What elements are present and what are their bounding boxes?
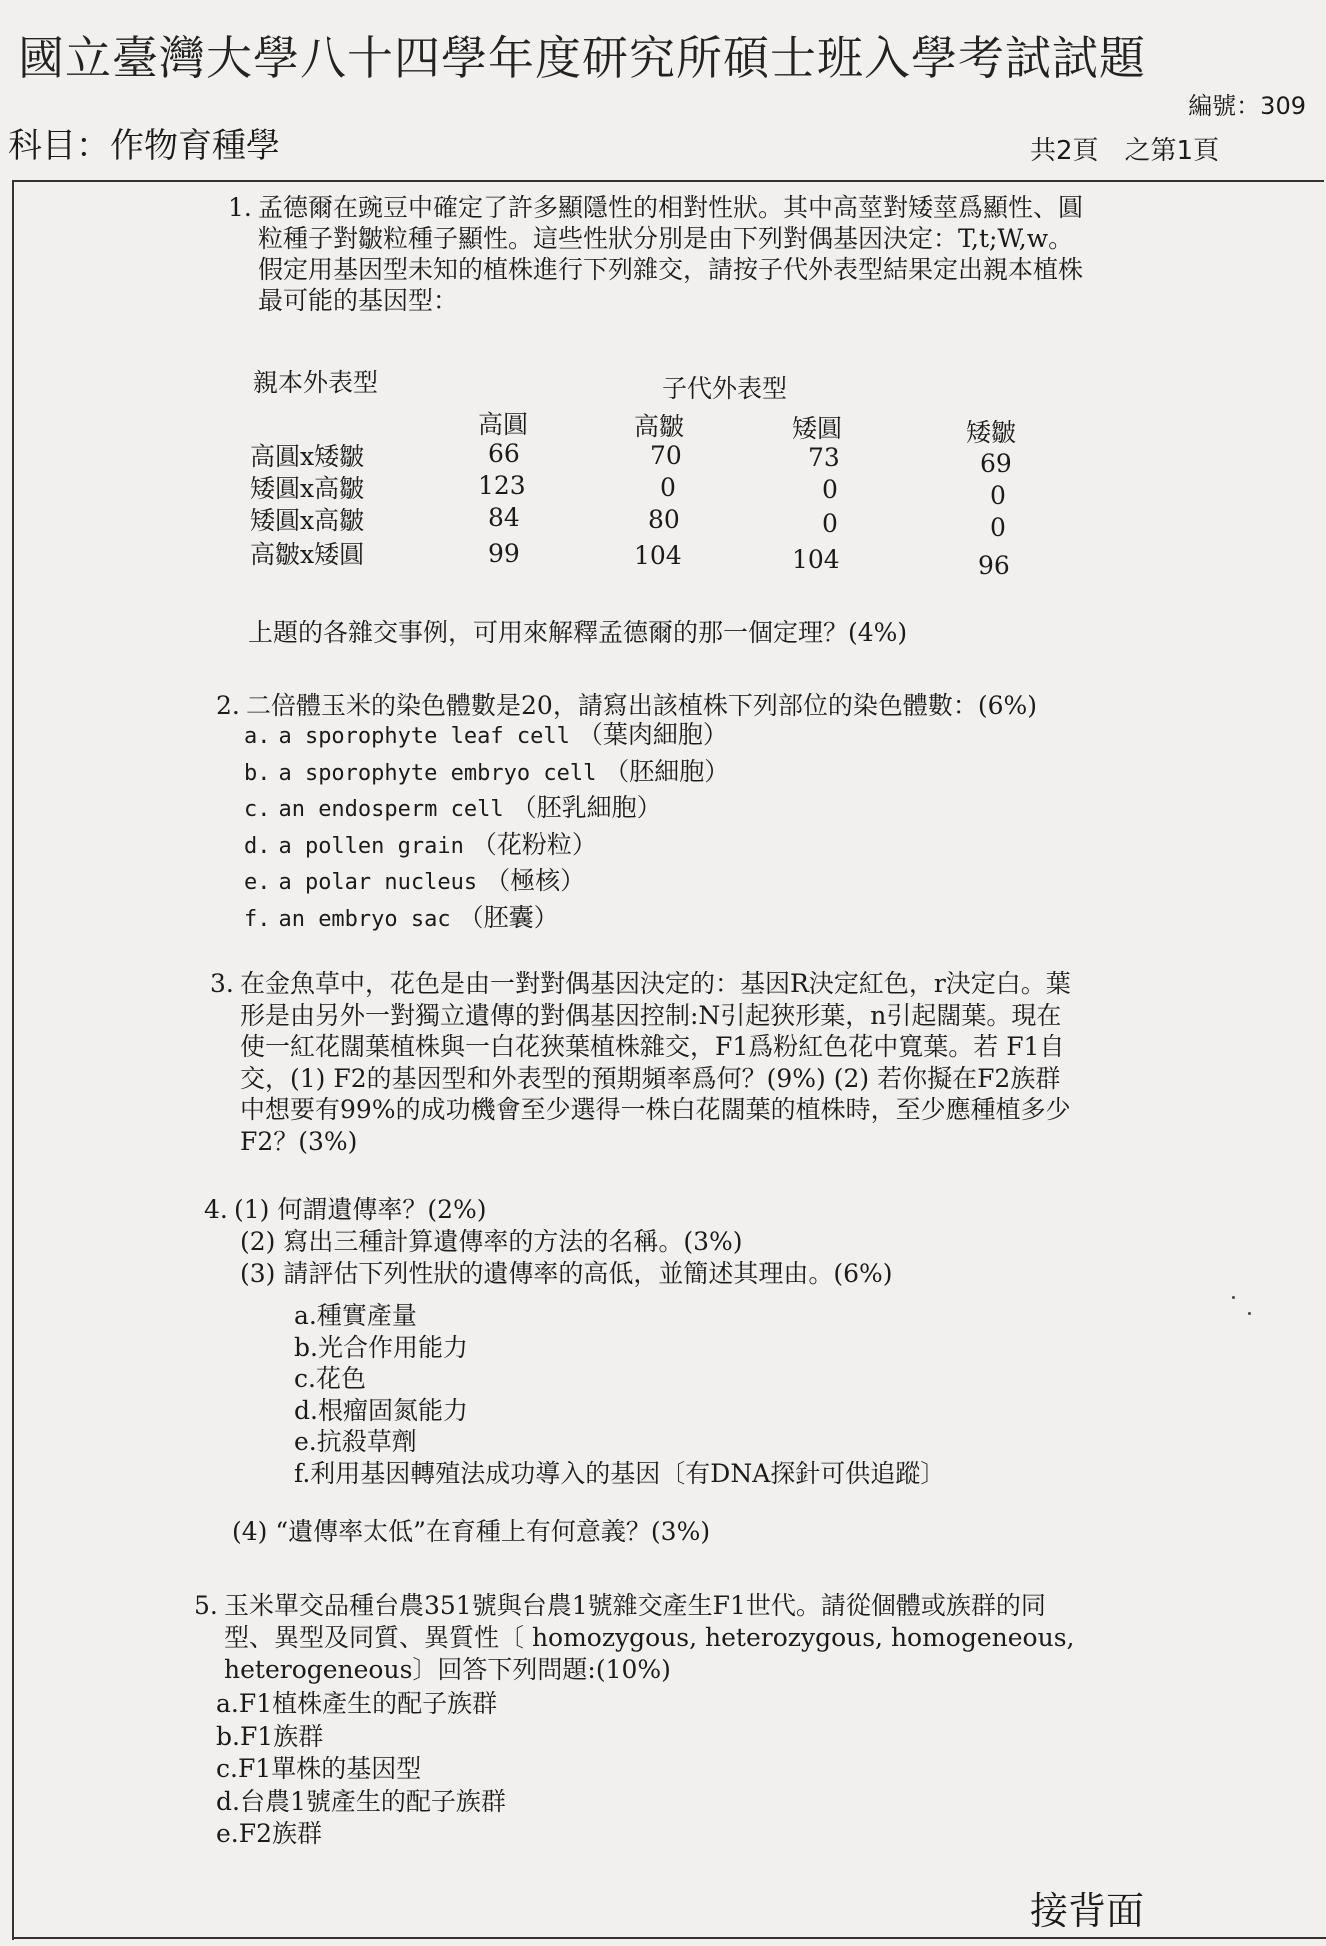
scan-speck [1248,1312,1251,1315]
list-item: e. a polar nucleus （極核） [244,866,586,895]
column-header: 高皺 [634,412,685,441]
question-4-subitems [294,1300,945,1490]
table-cell: 0 [660,473,676,502]
question-5-line: heterogeneous〕回答下列問題:(10%) [224,1655,671,1684]
question-4-part: (1) 何謂遺傳率？(2%) [234,1195,487,1224]
list-item: f. an embryo sac （胚囊） [244,902,559,932]
parent-cross: 高圓x矮皺 [250,442,365,471]
table-cell: 99 [488,539,520,568]
question-1-line: 孟德爾在豌豆中確定了許多顯隱性的相對性狀。其中高莖對矮莖爲顯性、圓 [258,193,1084,222]
table-cell: 84 [488,503,520,532]
question-3-line: 在金魚草中，花色是由一對對偶基因決定的：基因R決定紅色，r決定白。葉 [240,969,1071,998]
table-cell: 104 [634,541,682,570]
list-item: c. an endosperm cell （胚乳細胞） [244,793,662,822]
list-item: e.F2族群 [216,1819,322,1848]
list-item: c.花色 [294,1364,366,1394]
question-5 [194,1590,1074,1686]
list-item: b. a sporophyte embryo cell （胚細胞） [244,756,730,786]
question-5-line: 型、異型及同質、異質性〔 homozygous, heterozygous, homogeneous, [224,1623,1075,1652]
question-4 [204,1194,893,1290]
table-cell: 66 [488,439,520,468]
parent-cross: 矮圓x高皺 [250,506,365,535]
column-header: 矮圓 [792,414,843,443]
list-item: a. a sporophyte leaf cell （葉肉細胞） [244,720,728,749]
table-cell: 0 [822,475,838,504]
scan-speck [1232,1296,1235,1299]
exam-code: 編號：309 [1188,92,1306,120]
question-4-part-4: (4) “遺傳率太低”在育種上有何意義？(3%) [232,1517,711,1546]
page-info: 共2頁 之第1頁 [1030,136,1220,166]
list-item: d.根瘤固氮能力 [294,1395,468,1425]
table-cell: 80 [648,505,680,534]
continue-overleaf: 接背面 [1030,1889,1145,1933]
table-cell: 123 [478,471,526,500]
question-3 [210,968,1071,1157]
question-3-number: 3. [210,969,234,998]
question-4-number: 4. [204,1195,228,1224]
question-1 [228,192,1083,316]
question-2-stem: 二倍體玉米的染色體數是20，請寫出該植株下列部位的染色體數：(6%) [246,691,1037,720]
parent-cross: 矮圓x高皺 [250,474,365,503]
question-1-line: 最可能的基因型： [258,286,459,315]
question-2 [216,690,1037,721]
question-3-line: 交，(1) F2的基因型和外表型的預期頻率爲何？(9%) (2) 若你擬在F2族群 [240,1063,1061,1093]
question-3-line: 中想要有99%的成功機會至少選得一株白花闊葉的植株時，至少應種植多少 [240,1095,1071,1124]
question-2-number: 2. [216,691,240,720]
table-cell: 0 [990,481,1006,510]
column-header: 高圓 [478,410,529,439]
list-item: f.利用基因轉殖法成功導入的基因〔有DNA探針可供追蹤〕 [294,1458,946,1488]
list-item: a.F1植株產生的配子族群 [216,1689,498,1718]
list-item: e.抗殺草劑 [294,1427,417,1457]
question-5-items [216,1688,506,1851]
table-cell: 96 [978,551,1010,580]
phenotype-table [250,365,1050,580]
question-1-line: 假定用基因型未知的植株進行下列雜交，請按子代外表型結果定出親本植株 [258,255,1084,284]
question-4-part: (3) 請評估下列性狀的遺傳率的高低，並簡述其理由。(6%) [240,1259,893,1288]
exam-subject: 科目：作物育種學 [8,126,280,166]
table-cell: 73 [808,443,840,472]
table-cell: 0 [990,513,1006,542]
list-item: a.種實產量 [294,1301,417,1330]
parent-phenotype-header: 親本外表型 [253,368,379,397]
table-cell: 69 [980,449,1012,478]
question-4-part: (2) 寫出三種計算遺傳率的方法的名稱。(3%) [240,1227,743,1256]
question-5-line: 玉米單交品種台農351號與台農1號雜交產生F1世代。請從個體或族群的同 [224,1591,1046,1620]
question-1-number: 1. [228,193,252,222]
table-cell: 70 [650,441,682,470]
list-item: c.F1單株的基因型 [216,1754,422,1783]
question-1-line: 粒種子對皺粒種子顯性。這些性狀分別是由下列對偶基因決定：T,t;W,w。 [258,224,1074,253]
table-cell: 0 [822,509,838,538]
column-header: 矮皺 [966,418,1017,447]
exam-title: 國立臺灣大學八十四學年度研究所碩士班入學考試試題 [18,31,1146,85]
list-item: d. a pollen grain （花粉粒） [244,829,597,859]
offspring-phenotype-header: 子代外表型 [662,374,788,403]
list-item: b.F1族群 [216,1721,324,1751]
question-3-line: 使一紅花闊葉植株與一白花狹葉植株雜交，F1爲粉紅色花中寬葉。若 F1自 [240,1032,1065,1061]
parent-cross: 高皺x矮圓 [250,540,365,569]
question-3-line: F2？(3%) [240,1126,358,1156]
question-1-followup: 上題的各雜交事例，可用來解釋孟德爾的那一個定理？(4%) [248,618,908,647]
list-item: d.台農1號產生的配子族群 [216,1786,506,1816]
question-2-items [244,718,729,937]
question-3-line: 形是由另外一對獨立遺傳的對偶基因控制:N引起狹形葉，n引起闊葉。現在 [240,1000,1062,1030]
list-item: b.光合作用能力 [294,1332,468,1362]
question-5-number: 5. [194,1591,218,1620]
bottom-rule [12,1937,1326,1939]
table-cell: 104 [792,545,840,574]
